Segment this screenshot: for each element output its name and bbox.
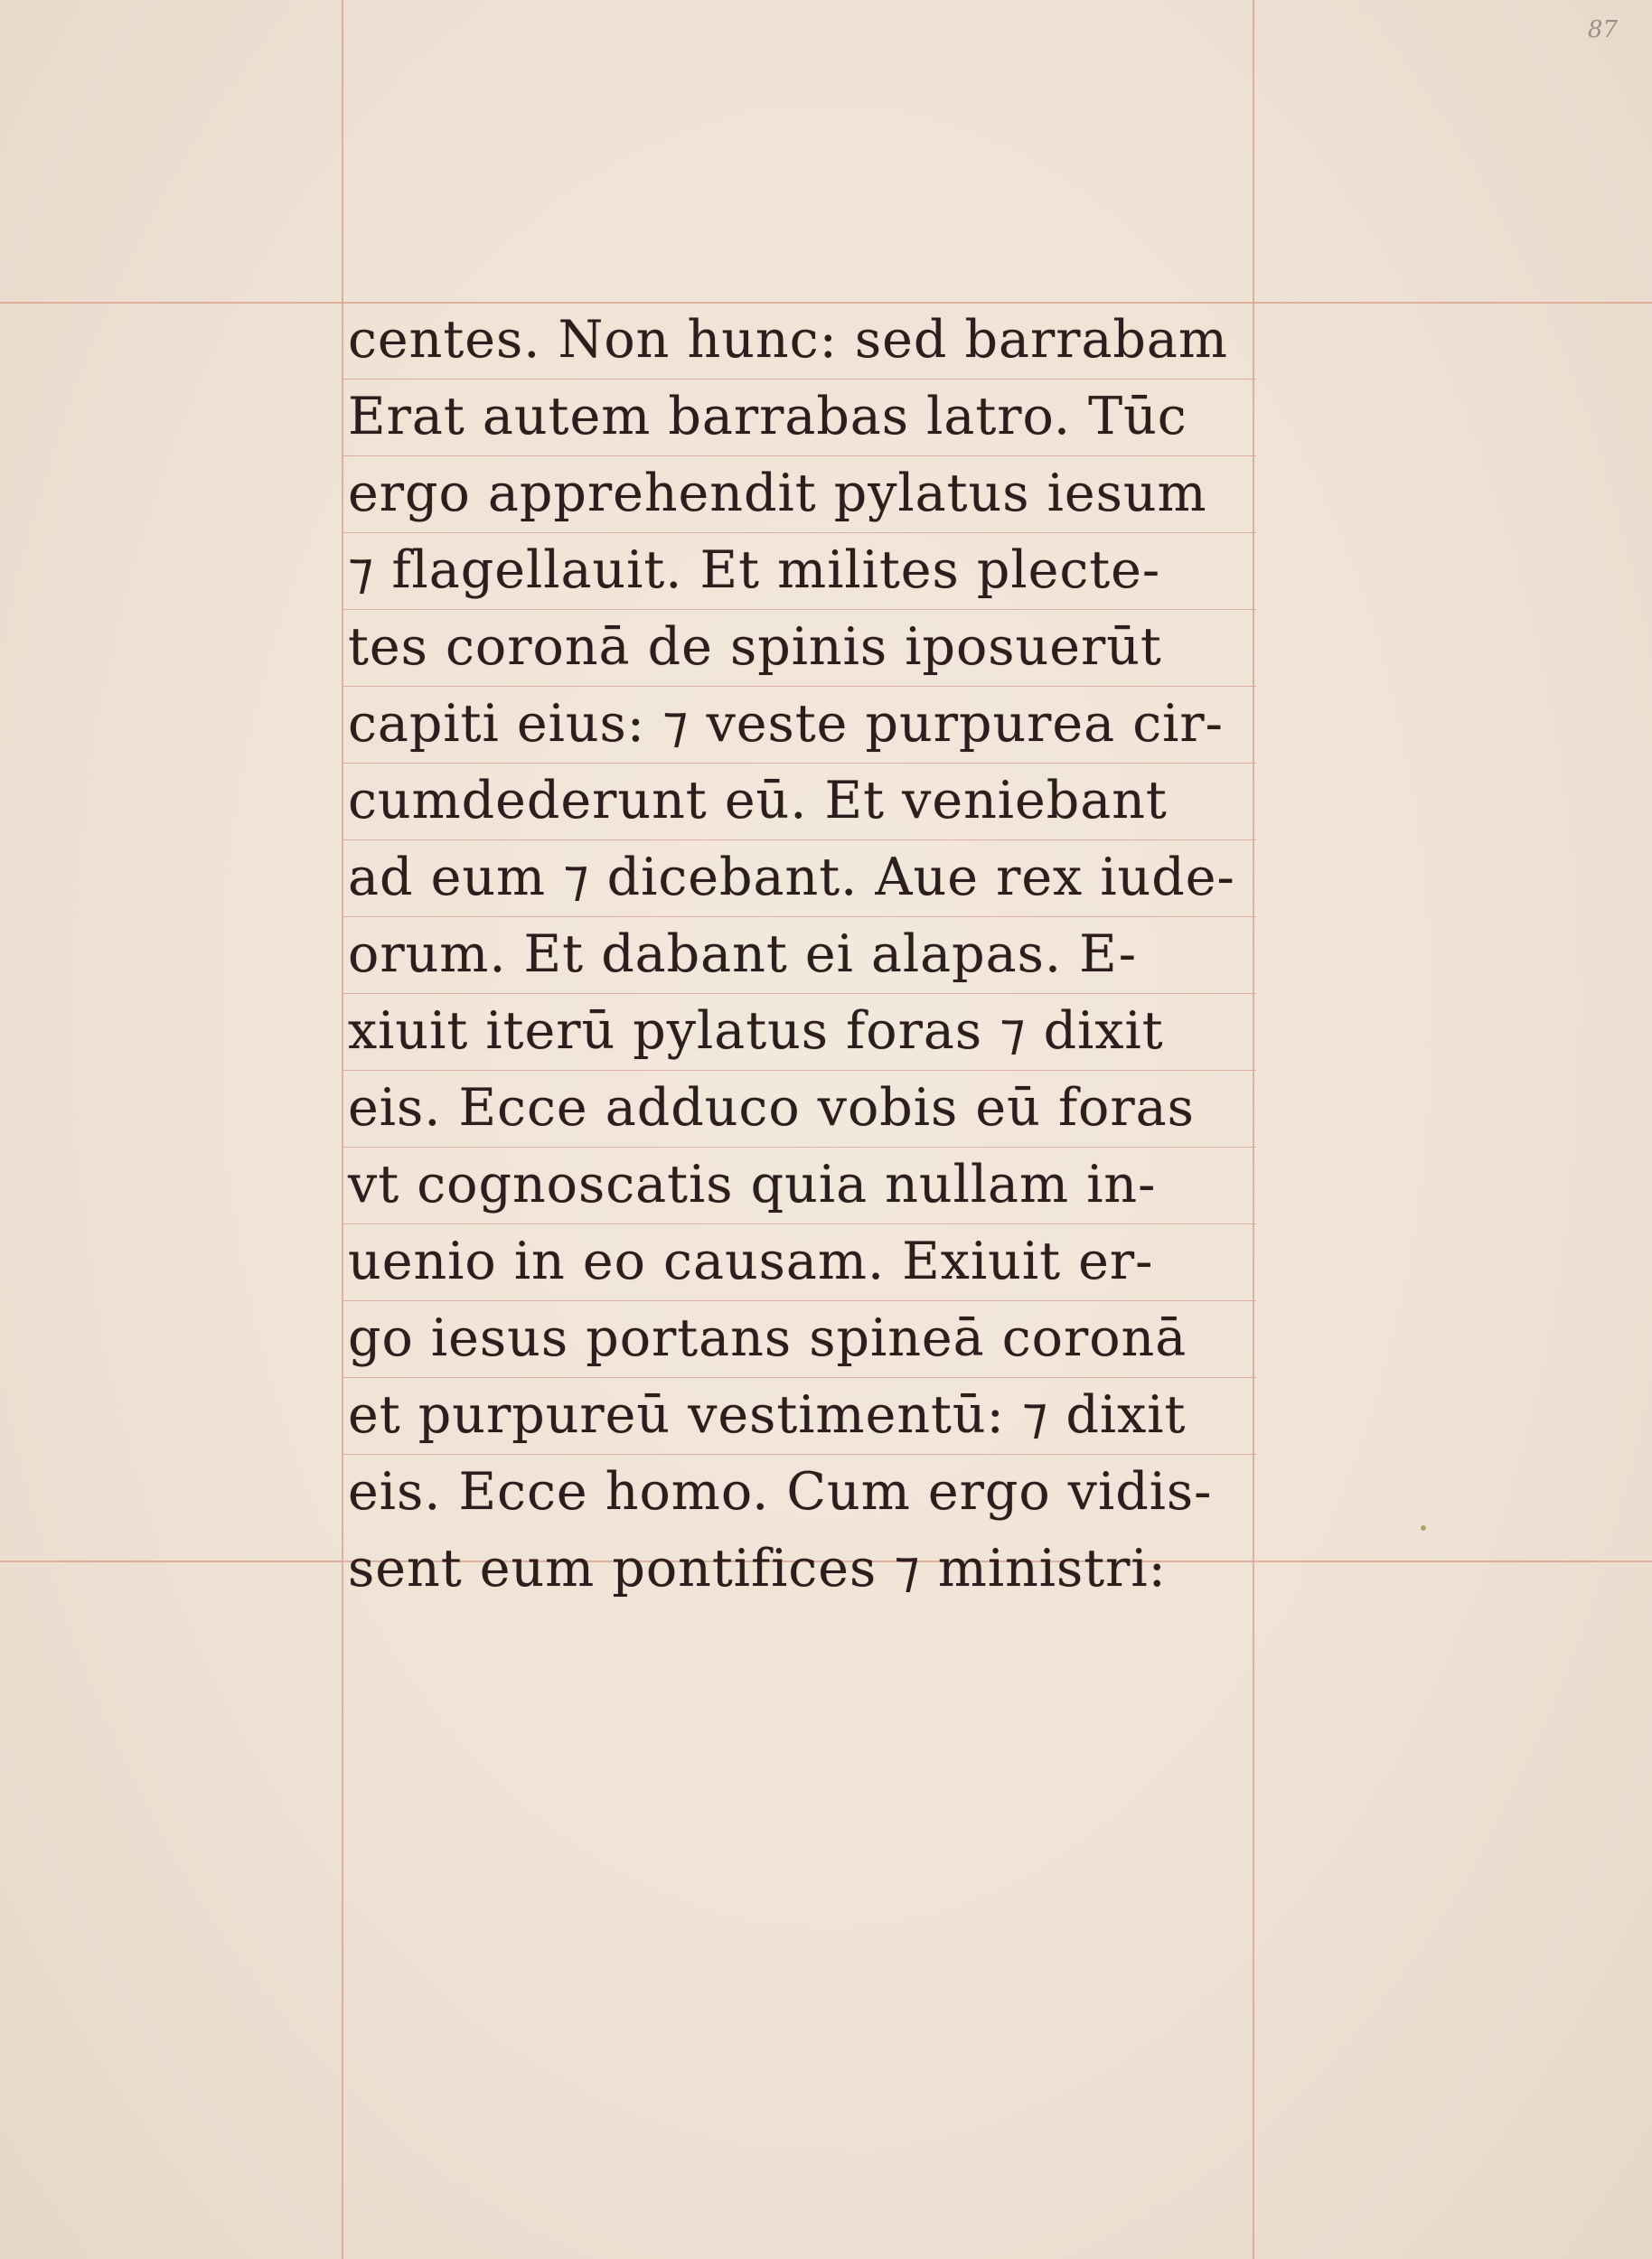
ruling-line-left: [342, 0, 343, 2259]
text-line: xiuit iterū pylatus foras ⁊ dixit: [348, 1001, 1164, 1061]
text-line: vt cognoscatis quia nullam in-: [348, 1155, 1157, 1214]
text-line: eis. Ecce adduco vobis eū foras: [348, 1078, 1195, 1138]
text-line: ⁊ flagellauit. Et milites plecte-: [348, 540, 1161, 600]
folio-number: 87: [1587, 16, 1618, 43]
text-line: ergo apprehendit pylatus iesum: [348, 464, 1207, 523]
text-block: [348, 302, 1306, 1608]
text-line: et purpureū vestimentū: ⁊ dixit: [348, 1385, 1187, 1445]
text-line: go iesus portans spineā coronā: [348, 1308, 1187, 1368]
text-line: cumdederunt eū. Et veniebant: [348, 771, 1168, 830]
text-line: capiti eius: ⁊ veste purpurea cir-: [348, 694, 1224, 754]
parchment-speck: [1421, 1525, 1426, 1531]
text-line: ad eum ⁊ dicebant. Aue rex iude-: [348, 848, 1235, 907]
text-line: tes coronā de spinis iposuerūt: [348, 617, 1162, 677]
text-line: orum. Et dabant ei alapas. E-: [348, 924, 1138, 984]
text-line: centes. Non hunc: sed barrabam: [348, 310, 1228, 370]
text-line: sent eum pontifices ⁊ ministri:: [348, 1539, 1167, 1598]
text-line: uenio in eo causam. Exiuit er-: [348, 1232, 1154, 1291]
text-line: eis. Ecce homo. Cum ergo vidis-: [348, 1462, 1213, 1522]
text-line: Erat autem barrabas latro. Tūc: [348, 387, 1187, 446]
